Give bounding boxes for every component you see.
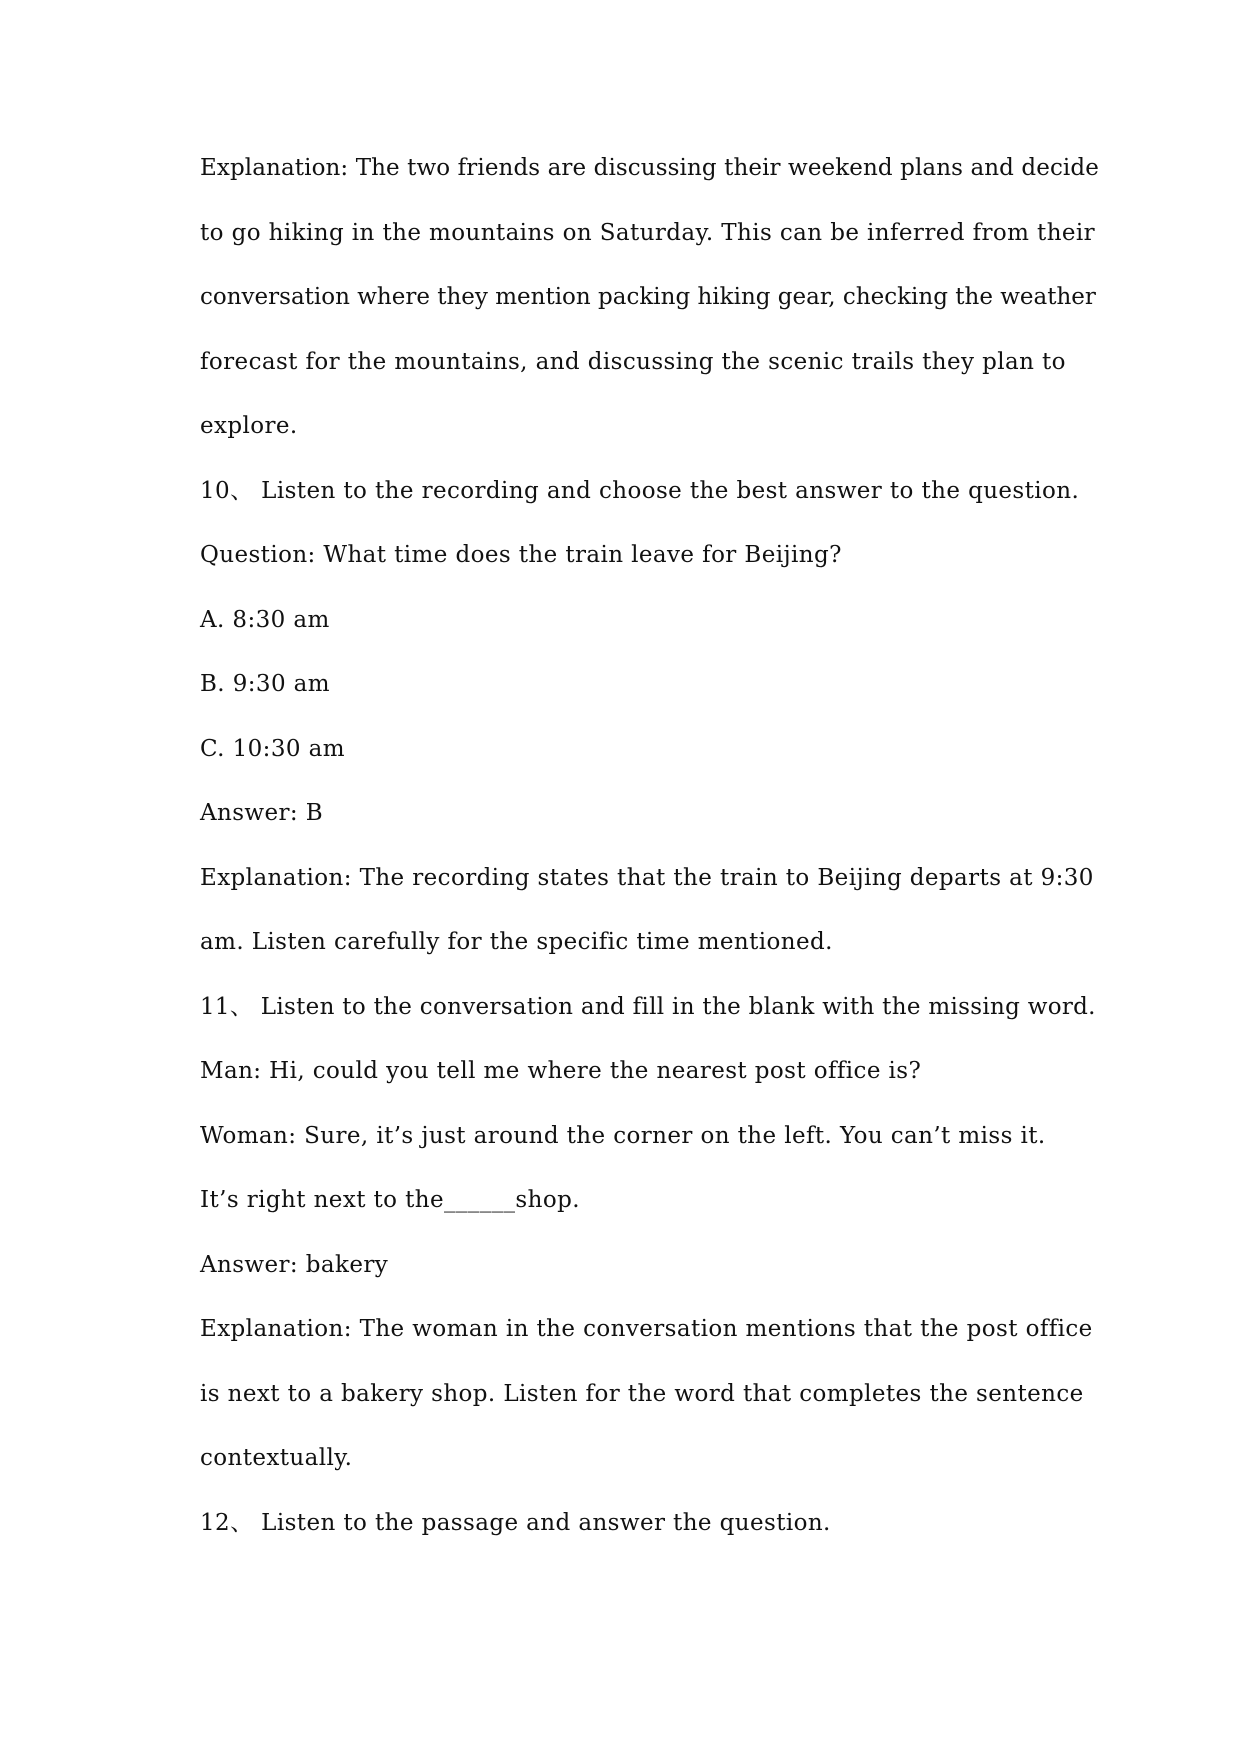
text-line-5: explore. <box>200 413 298 439</box>
dialogue-woman: Woman: Sure, it’s just around the corner on the left. You can’t miss it. <box>200 1122 1046 1149</box>
explanation-11-line-3: contextually. <box>200 1445 353 1471</box>
explanation-10-line-1: Explanation: The recording states that the train to Beijing departs at 9:30 <box>200 864 1094 891</box>
answer-11: Answer: bakery <box>200 1251 389 1278</box>
text-line-1: Explanation: The two friends are discussing their weekend plans and decide <box>200 155 1099 181</box>
text-line-2: to go hiking in the mountains on Saturday. This can be inferred from their <box>200 219 1096 246</box>
text-line-3: conversation where they mention packing hiking gear, checking the weather <box>200 284 1096 310</box>
explanation-11-line-2: is next to a bakery shop. Listen for the word that completes the sentence <box>200 1380 1084 1407</box>
explanation-10-line-2: am. Listen carefully for the specific time mentioned. <box>200 929 833 955</box>
dialogue-man: Man: Hi, could you tell me where the nearest post office is? <box>200 1058 922 1084</box>
option-c: C. 10:30 am <box>200 735 345 762</box>
question-12-heading: 12、 Listen to the passage and answer the question. <box>200 1509 831 1536</box>
answer-10: Answer: B <box>200 800 324 826</box>
explanation-11-line-1: Explanation: The woman in the conversation mentions that the post office <box>200 1316 1093 1342</box>
question-11-heading: 11、 Listen to the conversation and fill in the blank with the missing word. <box>200 993 1096 1020</box>
text-line-4: forecast for the mountains, and discussing the scenic trails they plan to <box>200 348 1066 375</box>
option-b: B. 9:30 am <box>200 671 331 697</box>
dialogue-woman-cont: It’s right next to the______shop. <box>200 1187 580 1213</box>
question-10-prompt: Question: What time does the train leave for Beijing? <box>200 542 842 568</box>
option-a: A. 8:30 am <box>200 606 330 633</box>
question-10-heading: 10、 Listen to the recording and choose the best answer to the question. <box>200 477 1080 504</box>
document-body <box>200 136 1100 1555</box>
